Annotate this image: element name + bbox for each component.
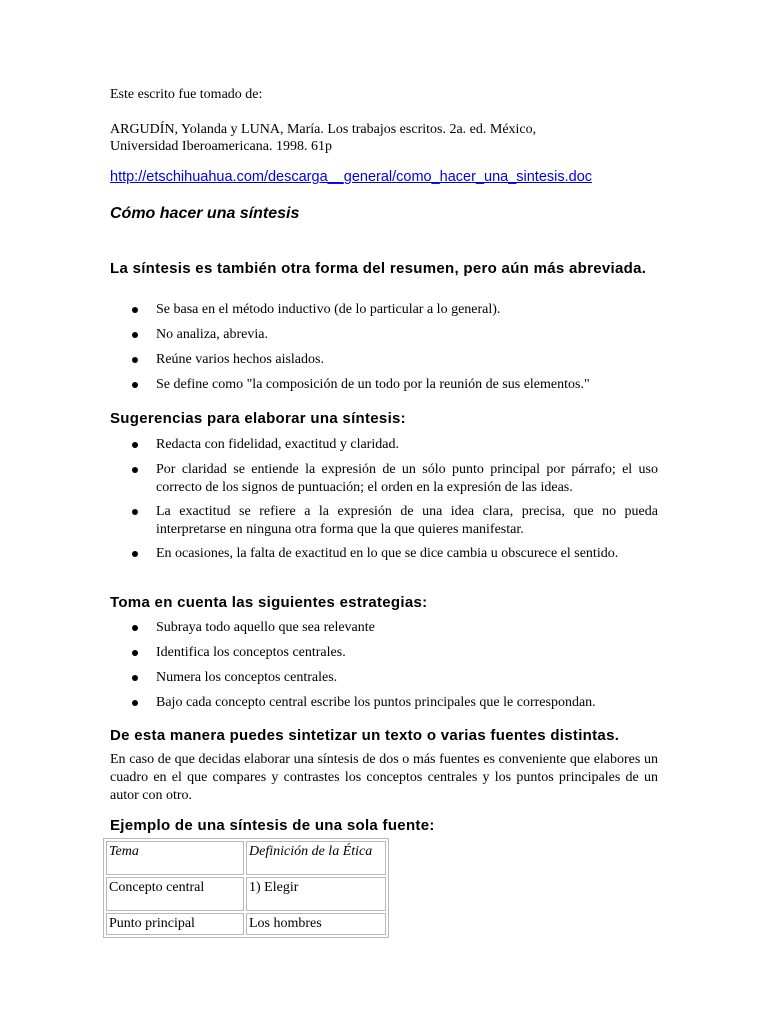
table-cell: Definición de la Ética xyxy=(246,841,386,875)
list-item: En ocasiones, la falta de exactitud en lo que se dice cambia u obscurece el sentido. xyxy=(110,545,658,563)
list-item: No analiza, abrevia. xyxy=(110,326,658,344)
table-row xyxy=(106,841,386,875)
citation-line-2: Universidad Iberoamericana. 1998. 61p xyxy=(110,139,332,154)
table-cell: 1) Elegir xyxy=(246,877,386,911)
table-row xyxy=(106,877,386,911)
section2-heading: Sugerencias para elaborar una síntesis: xyxy=(110,410,406,427)
source-intro: Este escrito fue tomado de: xyxy=(110,87,263,102)
list-item: La exactitud se refiere a la expresión de una idea clara, precisa, que no pueda interpretarse en ninguna otra forma que la que quieres manifestar. xyxy=(110,503,658,539)
list-item: Identifica los conceptos centrales. xyxy=(110,644,658,662)
list-item: Reúne varios hechos aislados. xyxy=(110,351,658,369)
section4-heading: De esta manera puedes sintetizar un texto o varias fuentes distintas. xyxy=(110,727,620,744)
citation-line-1: ARGUDÍN, Yolanda y LUNA, María. Los trabajos escritos. 2a. ed. México, xyxy=(110,122,537,137)
section1-list xyxy=(110,301,658,394)
section1-heading-text: La síntesis es también otra forma del resumen, pero aún más abreviada. xyxy=(110,260,647,277)
table-row xyxy=(106,913,386,935)
section1-heading xyxy=(110,260,658,278)
list-item: Se basa en el método inductivo (de lo particular a lo general). xyxy=(110,301,658,319)
table-cell: Punto principal xyxy=(106,913,244,935)
table-cell: Concepto central xyxy=(106,877,244,911)
source-link[interactable]: http://etschihuahua.com/descarga__general/como_hacer_una_sintesis.doc xyxy=(110,169,593,185)
section3-heading: Toma en cuenta las siguientes estrategias: xyxy=(110,594,428,611)
section4-paragraph: En caso de que decidas elaborar una síntesis de dos o más fuentes es conveniente que elabores un cuadro en el que compares y contrastes los conceptos centrales y los puntos principales de un autor con otro. xyxy=(110,752,658,803)
table-cell: Tema xyxy=(106,841,244,875)
table-cell: Los hombres xyxy=(246,913,386,935)
example-table xyxy=(103,838,389,938)
section3-list xyxy=(110,619,658,712)
section5-heading: Ejemplo de una síntesis de una sola fuente: xyxy=(110,817,435,834)
section2-list xyxy=(110,436,658,563)
list-item: Se define como "la composición de un todo por la reunión de sus elementos." xyxy=(110,376,658,394)
document-title: Cómo hacer una síntesis xyxy=(110,205,300,222)
list-item: Bajo cada concepto central escribe los puntos principales que le correspondan. xyxy=(110,694,658,712)
list-item: Numera los conceptos centrales. xyxy=(110,669,658,687)
list-item: Redacta con fidelidad, exactitud y claridad. xyxy=(110,436,658,454)
list-item: Por claridad se entiende la expresión de un sólo punto principal por párrafo; el uso correcto de los signos de puntuación; el orden en la expresión de las ideas. xyxy=(110,461,658,497)
list-item: Subraya todo aquello que sea relevante xyxy=(110,619,658,637)
